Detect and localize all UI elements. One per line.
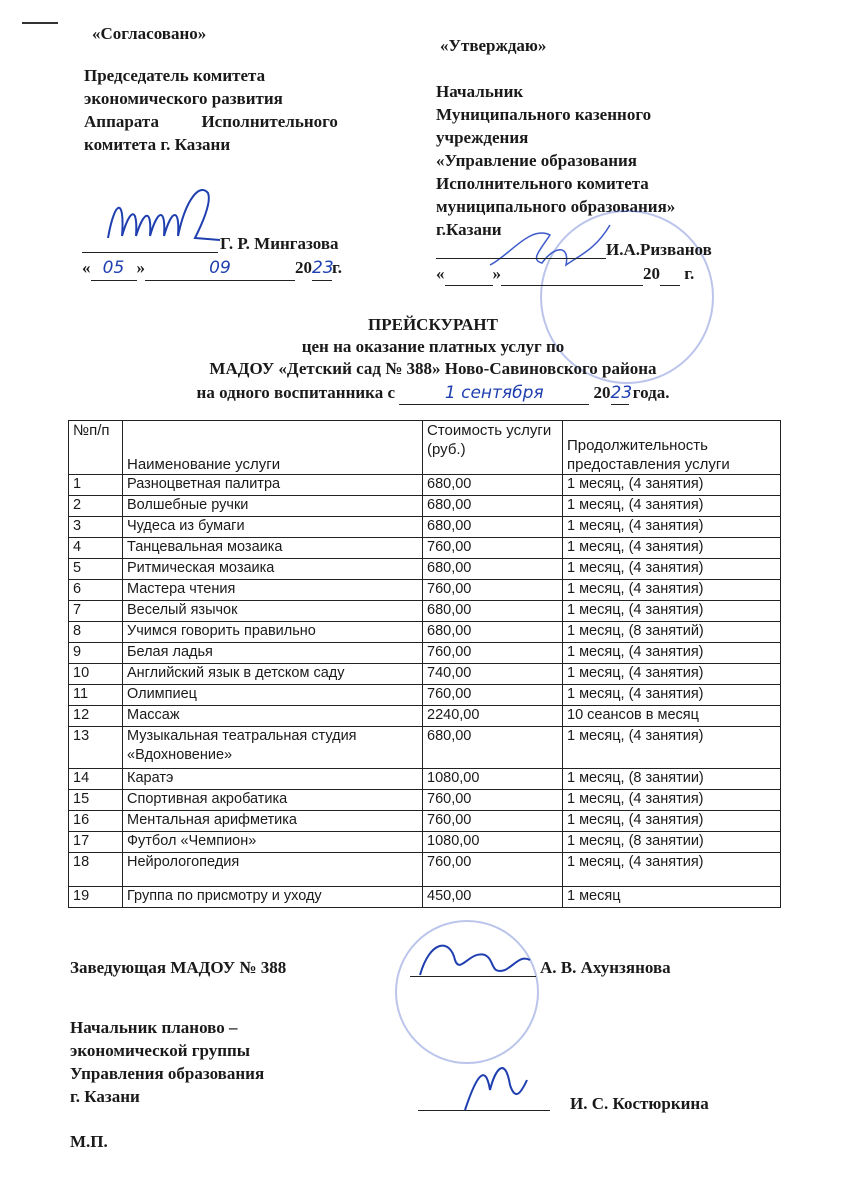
price-table bbox=[68, 420, 781, 908]
row-number: 8 bbox=[69, 622, 123, 643]
header-price: Стоимость услуги (руб.) bbox=[423, 421, 563, 475]
row-number: 7 bbox=[69, 601, 123, 622]
row-number: 19 bbox=[69, 887, 123, 908]
table-row bbox=[69, 727, 781, 769]
table-row bbox=[69, 475, 781, 496]
date-day: 05 bbox=[91, 257, 137, 281]
date-close-quote: » bbox=[492, 264, 501, 283]
row-service: Массаж bbox=[123, 706, 423, 727]
row-price: 680,00 bbox=[423, 727, 563, 769]
header-service: Наименование услуги bbox=[123, 421, 423, 475]
header-number: №п/п bbox=[69, 421, 123, 475]
table-row bbox=[69, 790, 781, 811]
row-price: 1080,00 bbox=[423, 832, 563, 853]
row-service: Волшебные ручки bbox=[123, 496, 423, 517]
approval-right-line: Начальник bbox=[436, 82, 524, 101]
row-duration: 10 сеансов в месяц bbox=[563, 706, 781, 727]
row-duration: 1 месяц, (4 занятия) bbox=[563, 664, 781, 685]
row-duration: 1 месяц, (4 занятия) bbox=[563, 601, 781, 622]
approval-right-sign-line bbox=[436, 258, 606, 259]
row-price: 680,00 bbox=[423, 496, 563, 517]
date-month-blank bbox=[501, 262, 643, 286]
table-row bbox=[69, 622, 781, 643]
approval-right-line: Муниципального казенного bbox=[436, 105, 652, 124]
head-name: А. В. Ахунзянова bbox=[540, 958, 671, 977]
row-duration: 1 месяц, (4 занятия) bbox=[563, 559, 781, 580]
signature-head bbox=[400, 930, 540, 990]
date-year: 23 bbox=[312, 257, 332, 281]
effective-year: 23 bbox=[610, 383, 633, 403]
planning-name: И. С. Костюркина bbox=[570, 1094, 709, 1113]
document-subtitle-2: МАДОУ «Детский сад № 388» Ново-Савиновского района bbox=[209, 359, 657, 378]
document-title: ПРЕЙСКУРАНТ bbox=[368, 315, 498, 334]
row-service: Ментальная арифметика bbox=[123, 811, 423, 832]
table-row bbox=[69, 887, 781, 908]
row-duration: 1 месяц, (4 занятия) bbox=[563, 475, 781, 496]
planning-line: Начальник планово – bbox=[70, 1018, 238, 1037]
approval-right-date bbox=[436, 262, 694, 286]
approval-left-sign-line bbox=[82, 252, 218, 253]
row-duration: 1 месяц, (4 занятия) bbox=[563, 496, 781, 517]
row-number: 5 bbox=[69, 559, 123, 580]
row-number: 17 bbox=[69, 832, 123, 853]
planning-line: Управления образования bbox=[70, 1064, 265, 1083]
row-service: Каратэ bbox=[123, 769, 423, 790]
table-header-row bbox=[69, 421, 781, 475]
row-service: Учимся говорить правильно bbox=[123, 622, 423, 643]
row-price: 680,00 bbox=[423, 622, 563, 643]
approval-left-sign-name: Г. Р. Мингазова bbox=[220, 234, 339, 253]
approval-left-label: «Согласовано» bbox=[92, 24, 207, 43]
row-duration: 1 месяц, (8 занятии) bbox=[563, 832, 781, 853]
row-service: Белая ладья bbox=[123, 643, 423, 664]
row-duration: 1 месяц, (4 занятия) bbox=[563, 853, 781, 887]
row-number: 9 bbox=[69, 643, 123, 664]
effective-year-prefix: 20 bbox=[593, 383, 611, 402]
header-duration: Продолжительность предоставления услуги bbox=[563, 421, 781, 475]
row-duration: 1 месяц, (4 занятия) bbox=[563, 790, 781, 811]
row-number: 10 bbox=[69, 664, 123, 685]
row-number: 18 bbox=[69, 853, 123, 887]
row-number: 15 bbox=[69, 790, 123, 811]
row-service: Мастера чтения bbox=[123, 580, 423, 601]
effective-prefix: на одного воспитанника с bbox=[196, 383, 396, 402]
row-number: 1 bbox=[69, 475, 123, 496]
date-suffix: г. bbox=[332, 258, 343, 277]
date-month: 09 bbox=[145, 257, 295, 281]
row-price: 680,00 bbox=[423, 517, 563, 538]
row-service: Разноцветная палитра bbox=[123, 475, 423, 496]
row-price: 680,00 bbox=[423, 601, 563, 622]
row-number: 4 bbox=[69, 538, 123, 559]
table-row bbox=[69, 706, 781, 727]
approval-left-line: экономического развития bbox=[84, 89, 283, 108]
row-price: 760,00 bbox=[423, 580, 563, 601]
row-price: 760,00 bbox=[423, 811, 563, 832]
row-service: Группа по присмотру и уходу bbox=[123, 887, 423, 908]
date-year-prefix: 20 bbox=[295, 258, 312, 277]
effective-suffix: года. bbox=[632, 383, 670, 402]
approval-right-line: учреждения bbox=[436, 128, 529, 147]
row-price: 450,00 bbox=[423, 887, 563, 908]
approval-left-line: комитета г. Казани bbox=[84, 135, 231, 154]
approval-right-line: «Управление образования bbox=[436, 151, 637, 170]
row-number: 6 bbox=[69, 580, 123, 601]
table-row bbox=[69, 538, 781, 559]
approval-right-label: «Утверждаю» bbox=[440, 36, 547, 55]
row-price: 1080,00 bbox=[423, 769, 563, 790]
row-price: 760,00 bbox=[423, 538, 563, 559]
table-row bbox=[69, 643, 781, 664]
row-price: 680,00 bbox=[423, 559, 563, 580]
row-duration: 1 месяц, (4 занятия) bbox=[563, 727, 781, 769]
approval-left-line: Аппарата Исполнительного bbox=[84, 112, 338, 131]
row-service: Веселый язычок bbox=[123, 601, 423, 622]
date-year-prefix: 20 bbox=[643, 264, 660, 283]
planning-line: экономической группы bbox=[70, 1041, 251, 1060]
table-row bbox=[69, 559, 781, 580]
approval-left-line: Председатель комитета bbox=[84, 66, 266, 85]
approval-right-line: Исполнительного комитета bbox=[436, 174, 649, 193]
row-price: 2240,00 bbox=[423, 706, 563, 727]
planning-sign-line bbox=[418, 1110, 550, 1111]
row-price: 760,00 bbox=[423, 643, 563, 664]
corner-dash bbox=[22, 22, 58, 24]
table-row bbox=[69, 664, 781, 685]
table-row bbox=[69, 811, 781, 832]
row-price: 680,00 bbox=[423, 475, 563, 496]
row-duration: 1 месяц bbox=[563, 887, 781, 908]
row-service: Музыкальная театральная студия «Вдохновение» bbox=[123, 727, 423, 769]
row-service: Танцевальная мозаика bbox=[123, 538, 423, 559]
row-number: 14 bbox=[69, 769, 123, 790]
row-price: 740,00 bbox=[423, 664, 563, 685]
row-service: Олимпиец bbox=[123, 685, 423, 706]
document-subtitle-3 bbox=[0, 382, 866, 405]
row-service: Футбол «Чемпион» bbox=[123, 832, 423, 853]
approval-left-position bbox=[84, 64, 384, 156]
table-row bbox=[69, 832, 781, 853]
seal-label: М.П. bbox=[70, 1132, 108, 1151]
approval-left-date bbox=[82, 256, 342, 281]
date-open-quote: « bbox=[436, 264, 445, 283]
approval-right-sign-name: И.А.Ризванов bbox=[606, 240, 712, 259]
table-row bbox=[69, 769, 781, 790]
row-service: Спортивная акробатика bbox=[123, 790, 423, 811]
table-row bbox=[69, 580, 781, 601]
date-day-blank bbox=[445, 262, 493, 286]
table-row bbox=[69, 496, 781, 517]
row-number: 3 bbox=[69, 517, 123, 538]
planning-position bbox=[70, 1016, 370, 1108]
row-price: 760,00 bbox=[423, 685, 563, 706]
row-service: Чудеса из бумаги bbox=[123, 517, 423, 538]
row-duration: 1 месяц, (4 занятия) bbox=[563, 811, 781, 832]
row-duration: 1 месяц, (8 занятий) bbox=[563, 622, 781, 643]
row-duration: 1 месяц, (4 занятия) bbox=[563, 685, 781, 706]
row-service: Английский язык в детском саду bbox=[123, 664, 423, 685]
effective-date: 1 сентября bbox=[399, 382, 589, 405]
date-open-quote: « bbox=[82, 258, 91, 277]
row-service: Ритмическая мозаика bbox=[123, 559, 423, 580]
document-subtitle-1: цен на оказание платных услуг по bbox=[301, 337, 565, 356]
date-close-quote: » bbox=[136, 258, 145, 277]
row-price: 760,00 bbox=[423, 853, 563, 887]
table-row bbox=[69, 601, 781, 622]
table-row bbox=[69, 517, 781, 538]
row-number: 2 bbox=[69, 496, 123, 517]
table-row bbox=[69, 853, 781, 887]
signature-left bbox=[100, 178, 230, 258]
planning-line: г. Казани bbox=[70, 1087, 140, 1106]
approval-right-line: муниципального образования» bbox=[436, 197, 676, 216]
row-duration: 1 месяц, (4 занятия) bbox=[563, 517, 781, 538]
row-number: 11 bbox=[69, 685, 123, 706]
date-suffix: г. bbox=[684, 264, 695, 283]
row-duration: 1 месяц, (4 занятия) bbox=[563, 538, 781, 559]
head-sign-line bbox=[410, 976, 536, 977]
row-price: 760,00 bbox=[423, 790, 563, 811]
row-duration: 1 месяц, (4 занятия) bbox=[563, 643, 781, 664]
head-label: Заведующая МАДОУ № 388 bbox=[70, 958, 287, 977]
row-duration: 1 месяц, (8 занятии) bbox=[563, 769, 781, 790]
row-number: 12 bbox=[69, 706, 123, 727]
row-service: Нейрологопедия bbox=[123, 853, 423, 887]
date-year-blank bbox=[660, 262, 680, 286]
row-number: 13 bbox=[69, 727, 123, 769]
table-row bbox=[69, 685, 781, 706]
row-duration: 1 месяц, (4 занятия) bbox=[563, 580, 781, 601]
row-number: 16 bbox=[69, 811, 123, 832]
approval-right-line: г.Казани bbox=[436, 220, 502, 239]
